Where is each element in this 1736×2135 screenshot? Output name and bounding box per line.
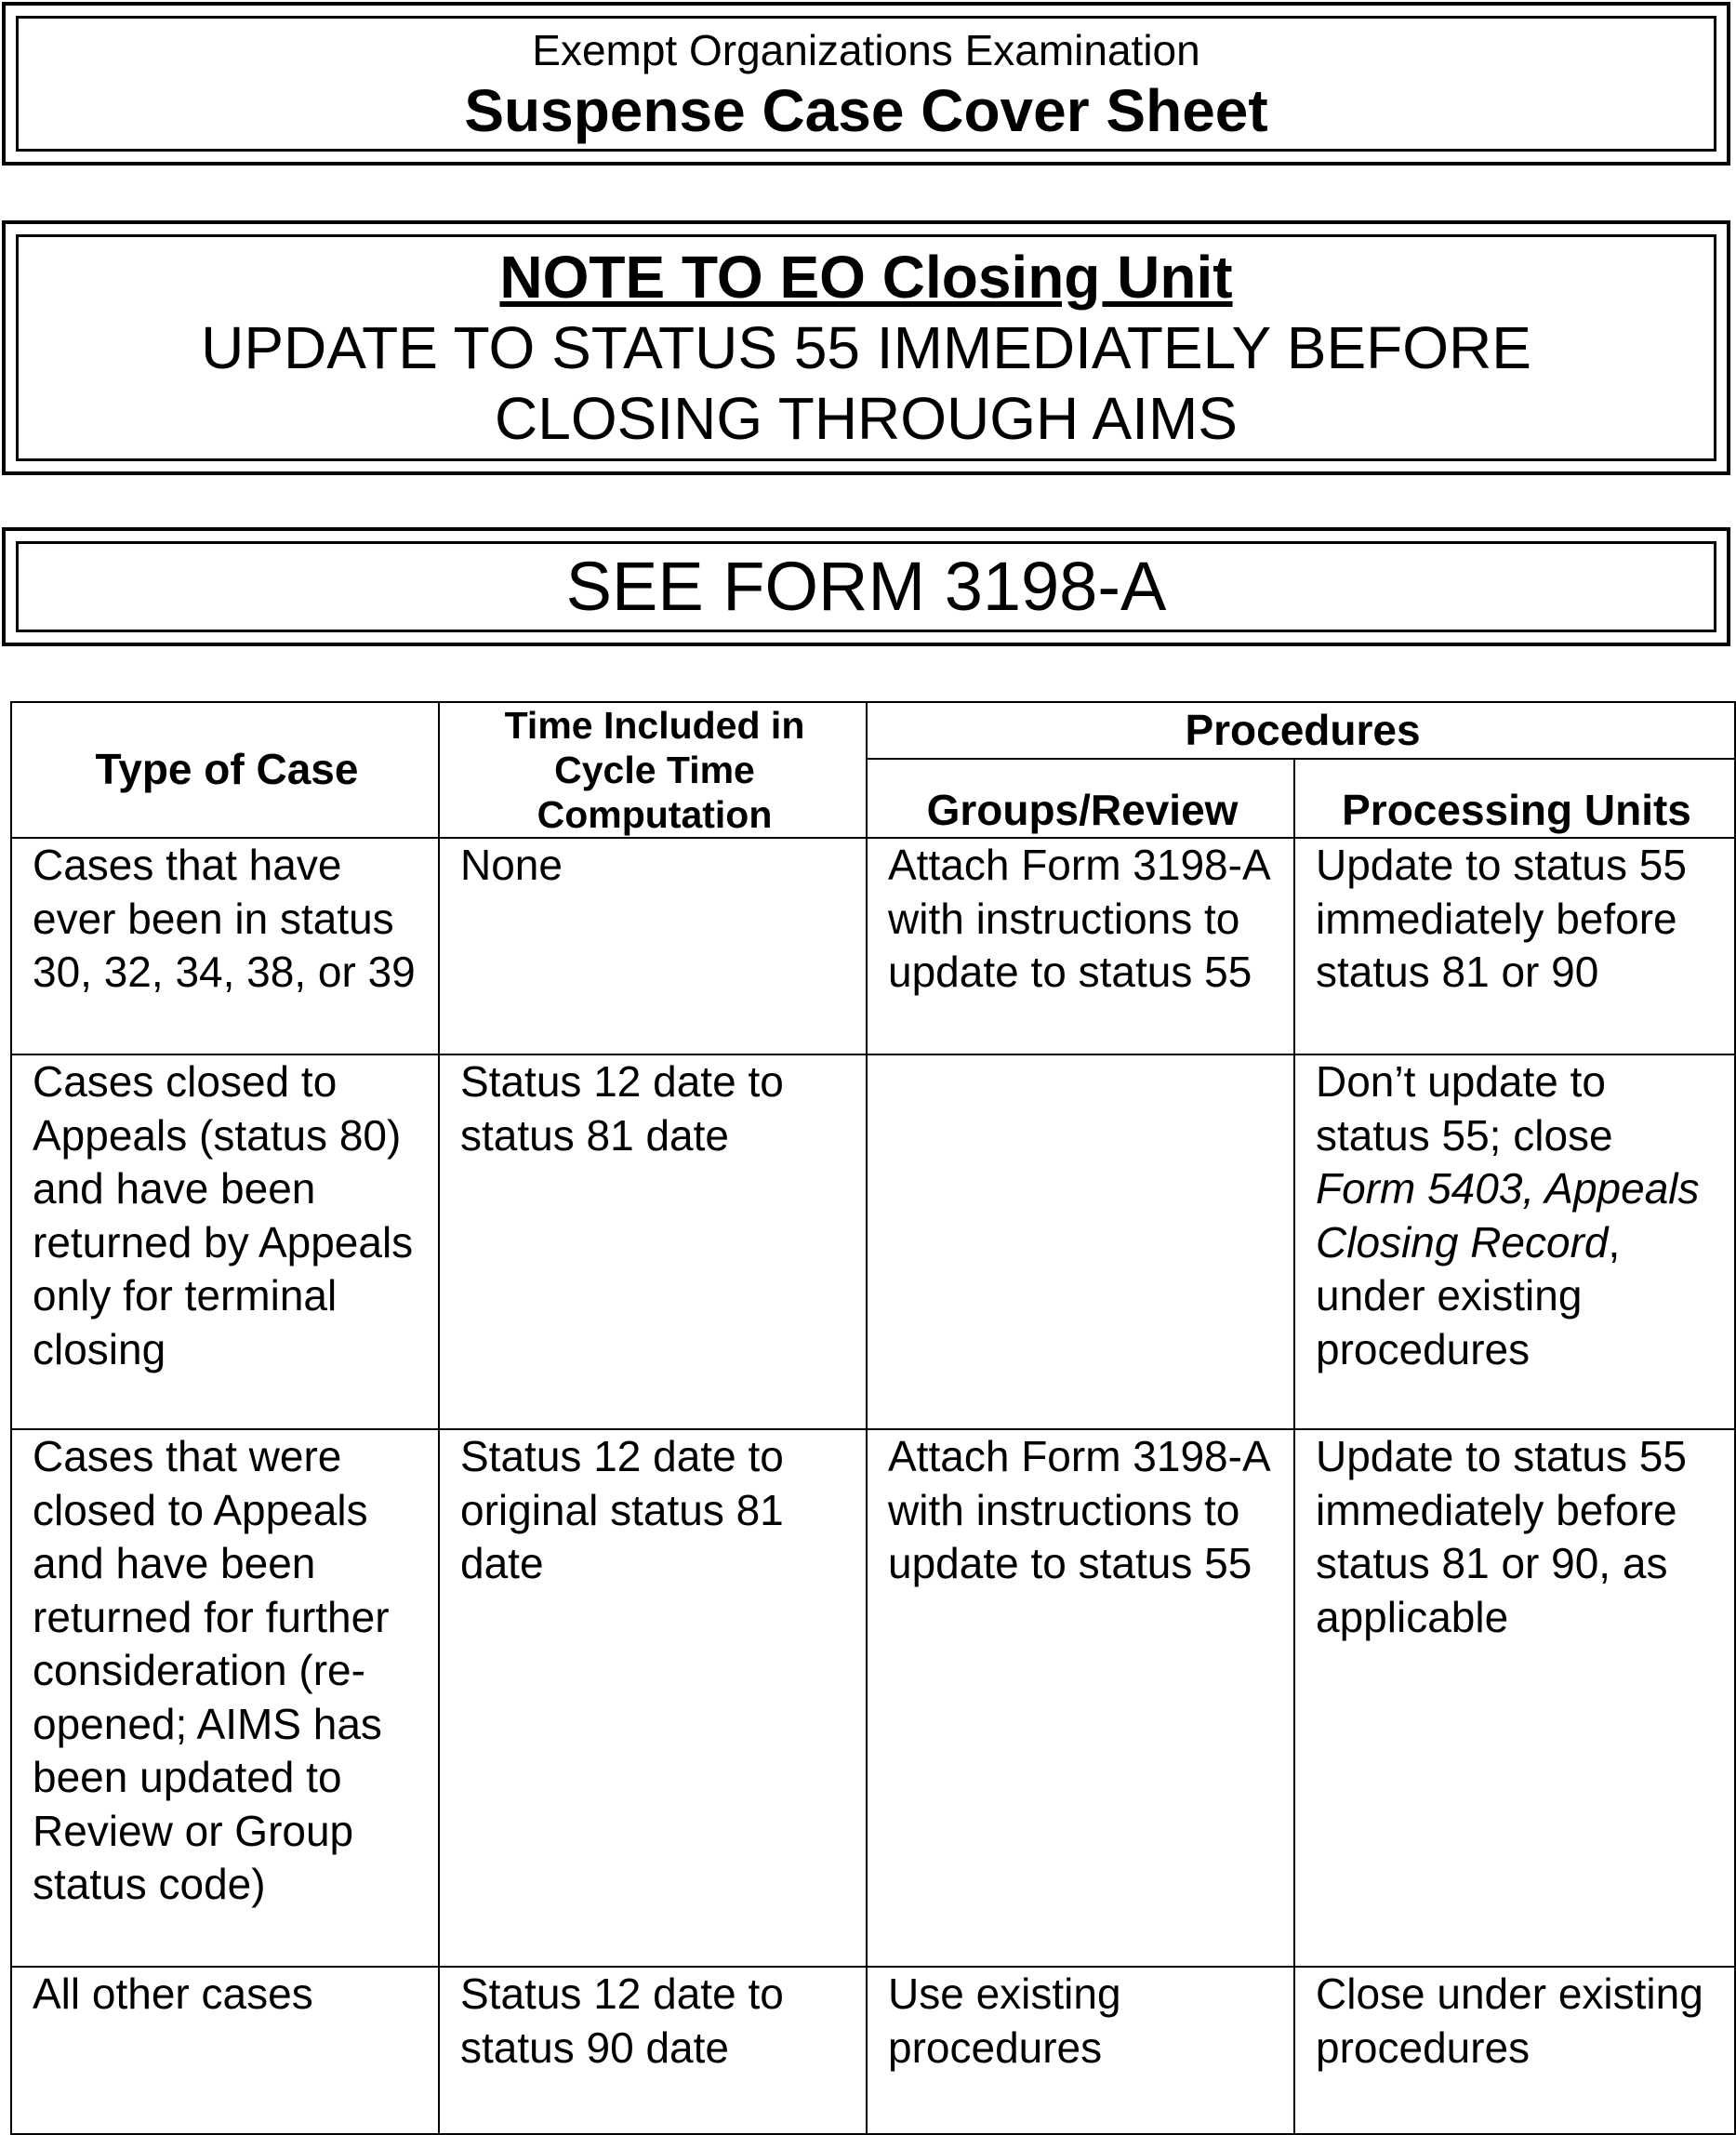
table-row xyxy=(11,1967,1735,2134)
procedures-table xyxy=(10,701,1736,2135)
cell-type: All other cases xyxy=(11,1967,439,2134)
header-processing-units: Processing Units xyxy=(1294,759,1735,838)
cell-processing: Close under existing procedures xyxy=(1294,1967,1735,2134)
cell-time: Status 12 date to status 90 date xyxy=(439,1967,867,2134)
cell-groups: Use existing procedures xyxy=(867,1967,1294,2134)
header-box xyxy=(2,2,1730,166)
table-row xyxy=(11,1429,1735,1967)
note-box-inner xyxy=(16,234,1716,461)
header-time-line-2: Cycle Time xyxy=(554,749,755,791)
note-line-2: CLOSING THROUGH AIMS xyxy=(495,385,1238,452)
cell-time: None xyxy=(439,838,867,1054)
form-5403-reference: Form 5403, Appeals Closing Record xyxy=(1316,1164,1700,1266)
page-title: Suspense Case Cover Sheet xyxy=(464,77,1268,144)
note-box xyxy=(2,220,1730,475)
cell-groups xyxy=(867,1054,1294,1429)
cell-time: Status 12 date to status 81 date xyxy=(439,1054,867,1429)
header-subtitle: Exempt Organizations Examination xyxy=(532,26,1200,74)
table-header-row xyxy=(11,702,1735,759)
cell-type: Cases that have ever been in status 30, 32, 34, 38, or 39 xyxy=(11,838,439,1054)
header-time-line-1: Time Included in xyxy=(504,704,805,747)
see-form-text: SEE FORM 3198-A xyxy=(565,548,1167,625)
processing-text-post: , under existing procedures xyxy=(1316,1217,1621,1373)
cell-groups: Attach Form 3198-A with instructions to update to status 55 xyxy=(867,1429,1294,1967)
note-line-1: UPDATE TO STATUS 55 IMMEDIATELY BEFORE xyxy=(201,314,1531,381)
processing-text-pre: Don’t update to status 55; close xyxy=(1316,1057,1613,1160)
header-time-included xyxy=(439,702,867,838)
cell-time: Status 12 date to original status 81 date xyxy=(439,1429,867,1967)
header-type-of-case: Type of Case xyxy=(11,702,439,838)
header-time-line-3: Computation xyxy=(537,793,773,836)
note-heading: NOTE TO EO Closing Unit xyxy=(499,244,1233,311)
cell-type: Cases closed to Appeals (status 80) and have been returned by Appeals only for terminal closing xyxy=(11,1054,439,1429)
cell-processing: Update to status 55 immediately before status 81 or 90 xyxy=(1294,838,1735,1054)
see-form-box-inner xyxy=(16,541,1716,632)
header-box-inner xyxy=(16,16,1716,152)
table-row xyxy=(11,838,1735,1054)
cell-type: Cases that were closed to Appeals and have been returned for further consideration (re-opened; AIMS has been updated to Review or Group status code) xyxy=(11,1429,439,1967)
header-procedures: Procedures xyxy=(867,702,1735,759)
see-form-box xyxy=(2,527,1730,646)
cell-processing: Update to status 55 immediately before status 81 or 90, as applicable xyxy=(1294,1429,1735,1967)
table-row xyxy=(11,1054,1735,1429)
cell-processing xyxy=(1294,1054,1735,1429)
cell-groups: Attach Form 3198-A with instructions to update to status 55 xyxy=(867,838,1294,1054)
header-groups-review: Groups/Review xyxy=(867,759,1294,838)
